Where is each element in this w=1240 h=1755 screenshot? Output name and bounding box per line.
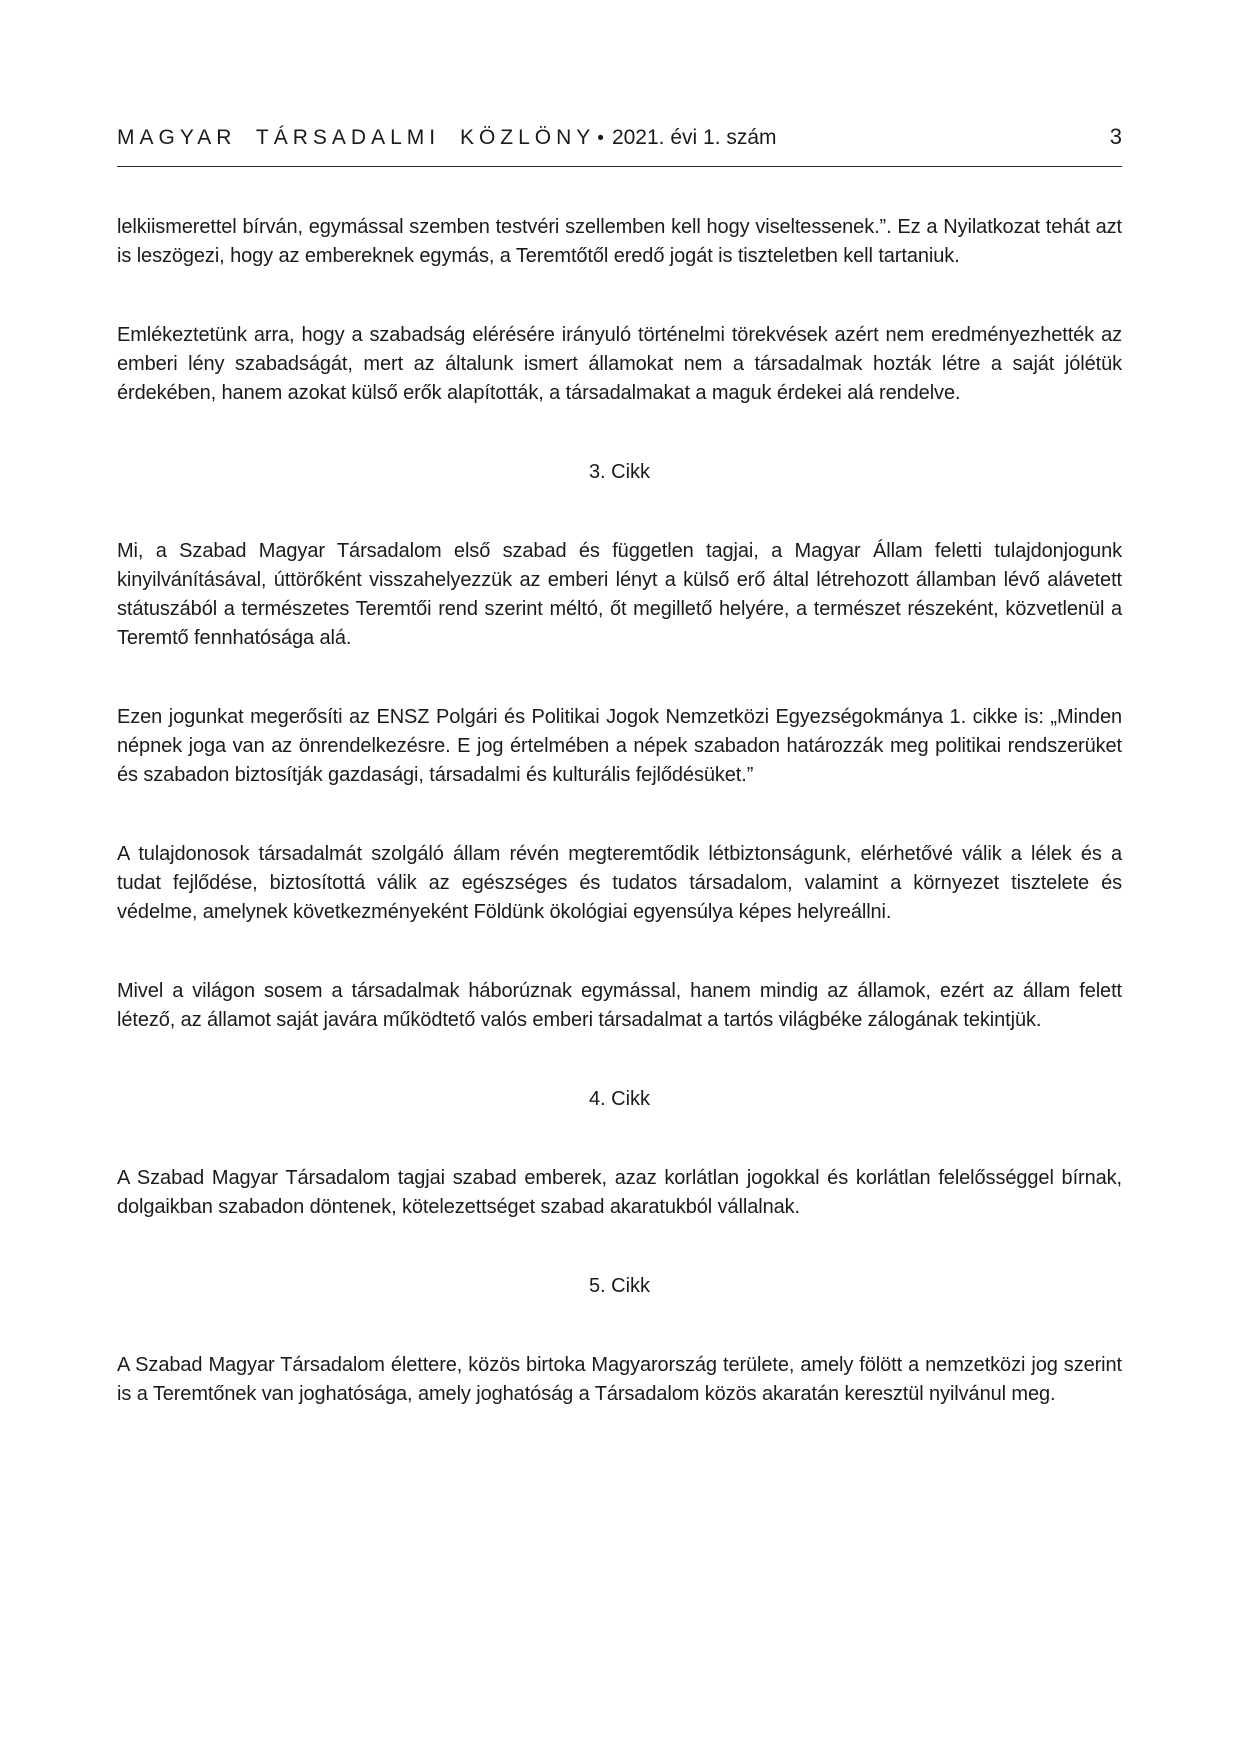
- article-heading-4: 4. Cikk: [588, 1088, 651, 1110]
- article-heading-5: 5. Cikk: [588, 1275, 651, 1297]
- paragraph-reminder: Emlékeztetünk arra, hogy a szabadság elérésére irányuló történelmi törekvések azért nem eredményezhették az emberi lény szabadságát, mert az általunk ismert államokat nem a társadalmak hozták létre a saját jólétük érdekében, hanem azokat külső erők alapították, a társadalmakat a maguk érdekei alá rendelve.: [117, 324, 1122, 404]
- paragraph-article3-2: Ezen jogunkat megerősíti az ENSZ Polgári és Politikai Jogok Nemzetközi Egyezségokmánya 1. cikke is: „Minden népnek joga van az önrendelkezésre. E jog értelmében a népek szabadon határozzák meg politikai rendszerüket és szabadon biztosítják gazdasági, társadalmi és kulturális fejlődésüket.”: [117, 706, 1122, 786]
- paragraph-article3-3: A tulajdonosok társadalmát szolgáló állam révén megteremtődik létbiztonságunk, elérhetővé válik a lélek és a tudat fejlődése, biztosítottá válik az egészséges és tudatos társadalom, valamint a környezet tisztelete és védelme, amelynek következményeként Földünk ökológiai egyensúlya képes helyreállni.: [117, 843, 1122, 923]
- paragraph-article4-1: A Szabad Magyar Társadalom tagjai szabad emberek, azaz korlátlan jogokkal és korlátlan felelősséggel bírnak, dolgaikban szabadon döntenek, kötelezettséget szabad akaratukból vállalnak.: [117, 1167, 1122, 1218]
- header-rule: [117, 166, 1122, 167]
- journal-header: [117, 126, 777, 151]
- article-heading-3: 3. Cikk: [588, 461, 651, 483]
- issue-label: 2021. évi 1. szám: [611, 126, 777, 149]
- paragraph-article5-1: A Szabad Magyar Társadalom élettere, közös birtoka Magyarország területe, amely fölött a nemzetközi jog szerint is a Teremtőnek van joghatósága, amely joghatóság a Társadalom közös akaratán keresztül nyilvánul meg.: [117, 1354, 1122, 1405]
- paragraph-article3-1: Mi, a Szabad Magyar Társadalom első szabad és független tagjai, a Magyar Állam feletti tulajdonjogunk kinyilvánításával, úttörőként visszahelyezzük az emberi lényt a külső erő által létrehozott államban lévő alávetett státuszából a természetes Teremtői rend szerint méltó, őt megillető helyére, a természet részeként, közvetlenül a Teremtő fennhatósága alá.: [117, 540, 1122, 649]
- bullet-separator: •: [597, 128, 604, 149]
- paragraph-declaration: lelkiismerettel bírván, egymással szemben testvéri szellemben kell hogy viseltessenek.”. Ez a Nyilatkozat tehát azt is leszögezi, hogy az embereknek egymás, a Teremtőtől eredő jogát is tiszteletben kell tartaniuk.: [117, 216, 1122, 267]
- document-body: [117, 213, 1122, 1409]
- page-header: [117, 125, 1122, 151]
- page-number: 3: [1109, 124, 1122, 149]
- paragraph-article3-4: Mivel a világon sosem a társadalmak háborúznak egymással, hanem mindig az államok, ezért az állam felett létező, az államot saját javára működtető valós emberi társadalmat a tartós világbéke zálogának tekintjük.: [117, 980, 1122, 1031]
- journal-title: MAGYAR TÁRSADALMI KÖZLÖNY: [117, 126, 596, 149]
